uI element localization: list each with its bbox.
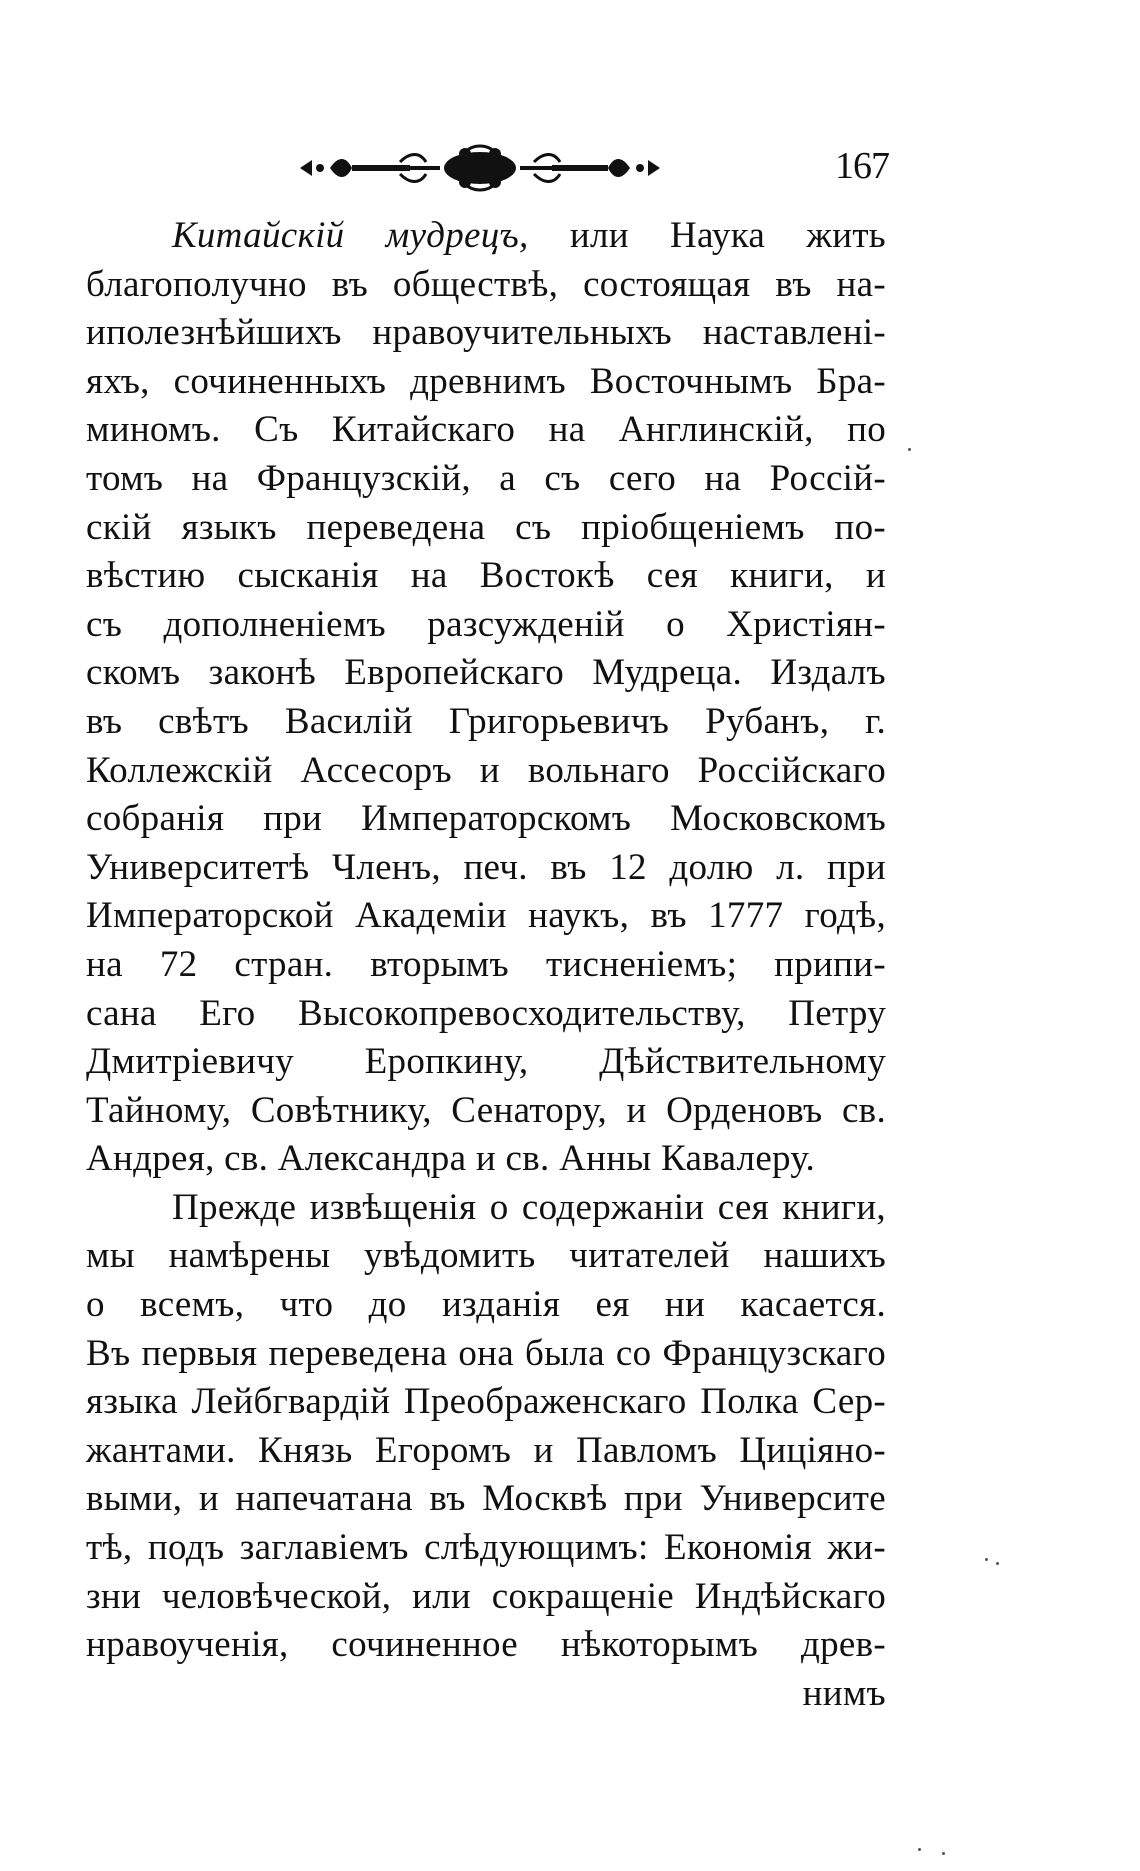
text-line: Прежде извѣщенія о содержаніи сея книги, bbox=[172, 1186, 886, 1228]
text-line: выми, и напечатана въ Москвѣ при Университе bbox=[86, 1478, 886, 1520]
text-line: томъ на Французскій, а съ сего на Россій- bbox=[86, 457, 886, 499]
decorative-ornament-icon bbox=[290, 138, 670, 198]
paper-speck bbox=[918, 1848, 921, 1851]
text-line: иполезнѣйшихъ нравоучительныхъ наставлені- bbox=[86, 312, 886, 354]
text-line: тѣ, подъ заглавіемъ слѣдующимъ: Економія жи- bbox=[86, 1527, 886, 1569]
text-line: зни человѣческой, или сокращеніе Индѣйскаго bbox=[86, 1575, 886, 1617]
text-line: скій языкъ переведена съ пріобщеніемъ по- bbox=[86, 506, 886, 548]
paper-speck bbox=[985, 1558, 988, 1561]
text-line: Въ первыя переведена она была со Французскаго bbox=[86, 1332, 886, 1374]
text-line: языка Лейбгвардій Преображенскаго Полка Сер- bbox=[86, 1381, 886, 1423]
text-line: яхъ, сочиненныхъ древнимъ Восточнымъ Бра- bbox=[86, 360, 886, 402]
text-line: миномъ. Съ Китайскаго на Англинскій, по bbox=[86, 409, 886, 451]
body-text bbox=[86, 212, 886, 1718]
text-line: нравоученія, сочиненное нѣкоторымъ древ- bbox=[86, 1624, 886, 1666]
text-line: въ свѣтъ Василій Григорьевичъ Рубанъ, г. bbox=[86, 700, 886, 742]
page-number: 167 bbox=[835, 145, 889, 187]
text-line: мы намѣрены увѣдомить читателей нашихъ bbox=[86, 1235, 886, 1277]
text-line: Коллежскій Ассесоръ и вольнаго Россійскаго bbox=[86, 749, 886, 791]
book-title: Китайскій мудрецъ, bbox=[172, 215, 529, 256]
text-line: сана Его Высокопревосходительству, Петру bbox=[86, 992, 886, 1034]
text-line: на 72 стран. вторымъ тисненіемъ; припи- bbox=[86, 943, 886, 985]
text-line: Тайному, Совѣтнику, Сенатору, и Орденовъ св. bbox=[86, 1089, 886, 1131]
text-line: скомъ законѣ Европейскаго Мудреца. Издалъ bbox=[86, 652, 886, 694]
text-fragment: или Наука жить bbox=[569, 215, 886, 256]
catchword: нимъ bbox=[802, 1672, 886, 1714]
paper-speck bbox=[942, 1852, 945, 1855]
text-line: Андрея, св. Александра и св. Анны Кавалеру. bbox=[86, 1138, 815, 1180]
text-line: собранія при Императорскомъ Московскомъ bbox=[86, 798, 886, 840]
text-line: Дмитріевичу Еропкину, Дѣйствительному bbox=[86, 1041, 886, 1083]
text-line: жантами. Князь Егоромъ и Павломъ Циціяно- bbox=[86, 1429, 886, 1471]
text-line: Университетѣ Членъ, печ. въ 12 долю л. при bbox=[86, 846, 886, 888]
text-line: съ дополненіемъ разсужденій о Христіян- bbox=[86, 603, 886, 645]
text-line bbox=[86, 212, 886, 261]
paper-speck bbox=[996, 1562, 999, 1565]
text-line: благополучно въ обществѣ, состоящая въ на- bbox=[86, 263, 886, 305]
text-line: о всемъ, что до изданія ея ни касается. bbox=[86, 1284, 886, 1326]
text-line: вѣстию сысканія на Востокѣ сея книги, и bbox=[86, 555, 886, 597]
paper-speck bbox=[908, 448, 911, 451]
page-header bbox=[290, 138, 910, 198]
text-line: Императорской Академіи наукъ, въ 1777 годѣ, bbox=[86, 895, 886, 937]
